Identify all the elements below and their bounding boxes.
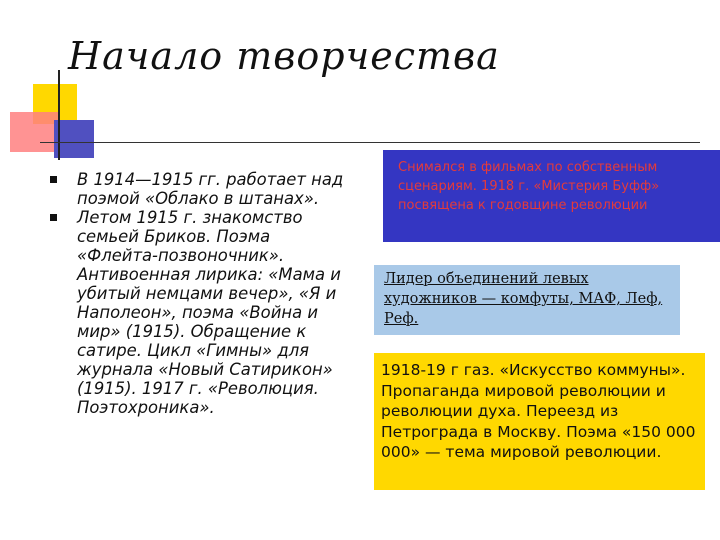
bullet-text: В 1914—1915 гг. работает над поэмой «Облако в штанах». bbox=[77, 170, 344, 208]
leader-note-text: Лидер объединений левых художников — комфуты, МАФ, Леф, Реф. bbox=[384, 271, 663, 327]
decor-blue-square bbox=[54, 120, 94, 158]
newspaper-note-box bbox=[374, 353, 705, 490]
decor-horizontal-line bbox=[40, 142, 700, 143]
square-bullet-icon bbox=[50, 176, 57, 183]
newspaper-note-text: 1918-19 г газ. «Искусство коммуны». Пропаганда мировой революции и революции духа. Переезд из Петрограда в Москву. Поэма «150 000 000» — тема мировой революции. bbox=[381, 361, 696, 461]
leader-note-box bbox=[374, 265, 680, 335]
square-bullet-icon bbox=[50, 214, 57, 221]
film-note-box bbox=[383, 150, 720, 242]
bullet-text: Летом 1915 г. знакомство семьей Бриков. Поэма «Флейта-позвоночник». Антивоенная лирика: «Мама и убитый немцами вечер», «Я и Наполеон», поэма «Война и мир» (1915). Обращение к сатире. Цикл «Гимны» для журнала «Новый Сатирикон» (1915). 1917 г. «Революция. Поэтохроника». bbox=[77, 208, 341, 417]
bullet-item bbox=[50, 170, 350, 208]
decor-red-square bbox=[10, 112, 58, 152]
film-note-text: Снимался в фильмах по собственным сценариям. 1918 г. «Мистерия Буфф» посвящена к годовщине революции bbox=[398, 160, 660, 213]
slide-title: Начало творчества bbox=[68, 34, 500, 78]
bullet-item bbox=[50, 208, 350, 417]
bullet-list bbox=[50, 170, 350, 417]
decor-vertical-line bbox=[58, 70, 60, 160]
